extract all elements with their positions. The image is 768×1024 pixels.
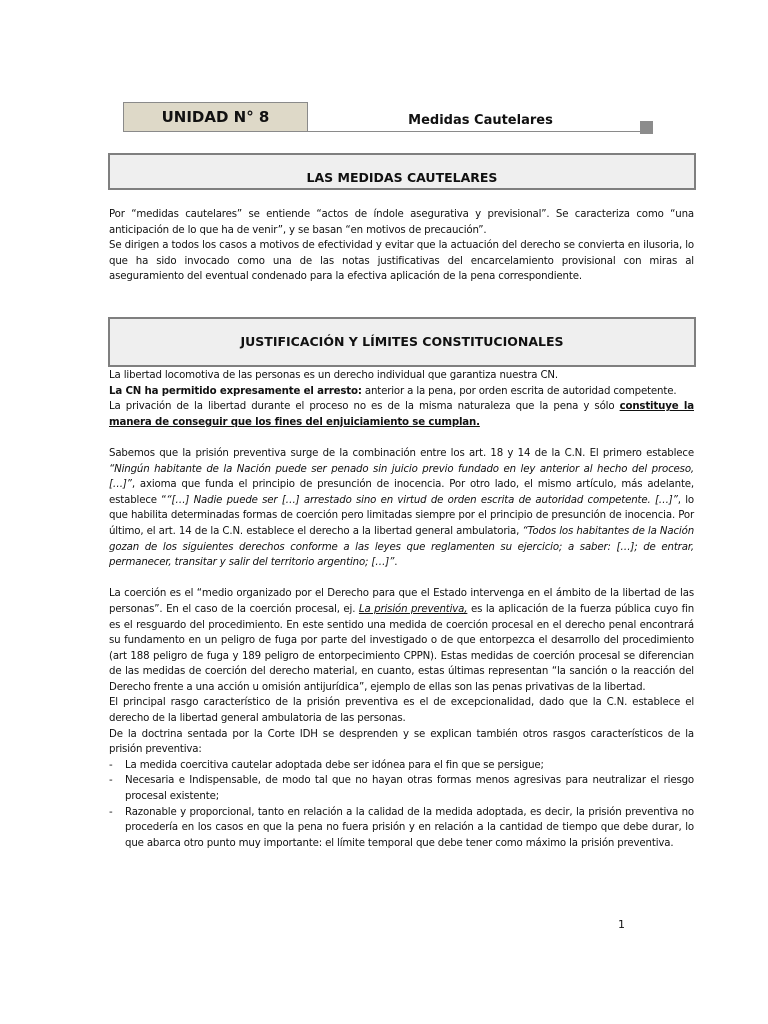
section-heading-medidas-cautelares [108,153,696,190]
paragraph: Por “medidas cautelares” se entiende “actos de índole asegurativa y previsional”. Se caracteriza como “una anticipación de lo que ha de venir”, y se basan “en motivos de precaución”. [109,209,694,236]
bold-underlined-text: constituye la manera de conseguir que los fines del enjuiciamiento se cumplan. [109,401,694,428]
section1-body [109,207,694,285]
paragraph: La coerción es el “medio organizado por el Derecho para que el Estado intervenga en el ámbito de la libertad de las personas”. En el caso de la coerción procesal, ej. La prisión preventiva, es la aplicación de la fuerza pública cuyo fin es el resguardo del procedimiento. En este sentido una medida de coerción procesal en el derecho penal encontrará su fundamento en un peligro de fuga por parte del investigado o de que entorpezca el desarrollo del procedimiento (art 188 peligro de fuga y 189 peligro de entorpecimiento CPPN). Estas medidas de coerción procesal se diferencian de las medidas de coerción del derecho material, en cuanto, estas últimas representan “la sanción o la reacción del Derecho frente a una acción u omisión antijurídica”, ejemplo de ellas son las penas privativas de la libertad. [109,588,694,693]
paragraph: El principal rasgo característico de la prisión preventiva es el de excepcionalidad, dado que la C.N. establece el derecho de la libertad general ambulatoria de las personas. [109,697,694,725]
italic-underlined-text: La prisión preventiva, [358,603,468,615]
characteristics-list [109,758,694,852]
section2-body [109,368,694,851]
section-heading-text: LAS MEDIDAS CAUTELARES [306,170,498,185]
unit-header [123,102,653,132]
list-item: - Razonable y proporcional, tanto en relación a la calidad de la medida adoptada, es decir, la prisión preventiva no procedería en los casos en que la pena no fuera prisión y en relación a la cantidad de tiempo que debe durar, lo que abarca otro punto muy importante: el límite temporal que debe tener como máximo la prisión preventiva. [109,805,694,852]
quote-italic: “Ningún habitante de la Nación puede ser penado sin juicio previo fundado en ley anterior al hecho del proceso, […]” [109,463,694,491]
corner-square-mark [640,121,653,134]
paragraph: De la doctrina sentada por la Corte IDH se desprenden y se explican también otros rasgos característicos de la prisión preventiva: [109,728,694,756]
list-item: - Necesaria e Indispensable, de modo tal que no hayan otras formas menos agresivas para neutralizar el riesgo procesal existente; [109,773,694,804]
paragraph: La CN ha permitido expresamente el arresto: anterior a la pena, por orden escrita de autoridad competente. [109,385,677,397]
quote-italic: “Todos los habitantes de la Nación gozan de los siguientes derechos conforme a las leyes que reglamenten su ejercicio; a saber: […]; de entrar, permanecer, transitar y salir del territorio argentino; […]” [109,525,694,569]
section-heading-text: JUSTIFICACIÓN Y LÍMITES CONSTITUCIONALES [240,334,564,349]
bold-text: La CN ha permitido expresamente el arresto: [109,385,362,397]
page-number: 1 [618,918,625,931]
list-item: - La medida coercitiva cautelar adoptada debe ser idónea para el fin que se persigue; [109,758,694,774]
section-heading-justificacion [108,317,696,367]
paragraph: La privación de la libertad durante el proceso no es de la misma naturaleza que la pena y sólo constituye la manera de conseguir que los fines del enjuiciamiento se cumplan. [109,401,694,428]
paragraph: La libertad locomotiva de las personas es un derecho individual que garantiza nuestra CN. [109,370,558,381]
paragraph: Sabemos que la prisión preventiva surge de la combinación entre los art. 18 y 14 de la C.N. El primero establece “Ningún habitante de la Nación puede ser penado sin juicio previo fundado en ley anterior al hecho del proceso, […]”, axioma que funda el principio de presunción de inocencia. Por otro lado, el mismo artículo, más adelante, establece ““[…] Nadie puede ser […] arrestado sino en virtud de orden escrita de autoridad competente. […]”, lo que habilita determinadas formas de coerción pero limitadas siempre por el principio de presunción de inocencia. Por último, el art. 14 de la C.N. establece el derecho a la libertad general ambulatoria, “Todos los habitantes de la Nación gozan de los siguientes derechos conforme a las leyes que reglamenten su ejercicio; a saber: […]; de entrar, permanecer, transitar y salir del territorio argentino; […]”. [109,447,694,569]
paragraph: Se dirigen a todos los casos a motivos de efectividad y evitar que la actuación del derecho se convierta en ilusoria, lo que ha sido invocado como una de las notas justificativas del encarcelamiento provisional con miras al aseguramiento del eventual condenado para la efectiva aplicación de la pena correspondiente. [109,240,694,283]
unit-label: UNIDAD N° 8 [123,102,308,132]
quote-italic: “[…] Nadie puede ser […] arrestado sino en virtud de orden escrita de autoridad competente. […]” [166,494,678,506]
unit-title: Medidas Cautelares [308,102,653,132]
